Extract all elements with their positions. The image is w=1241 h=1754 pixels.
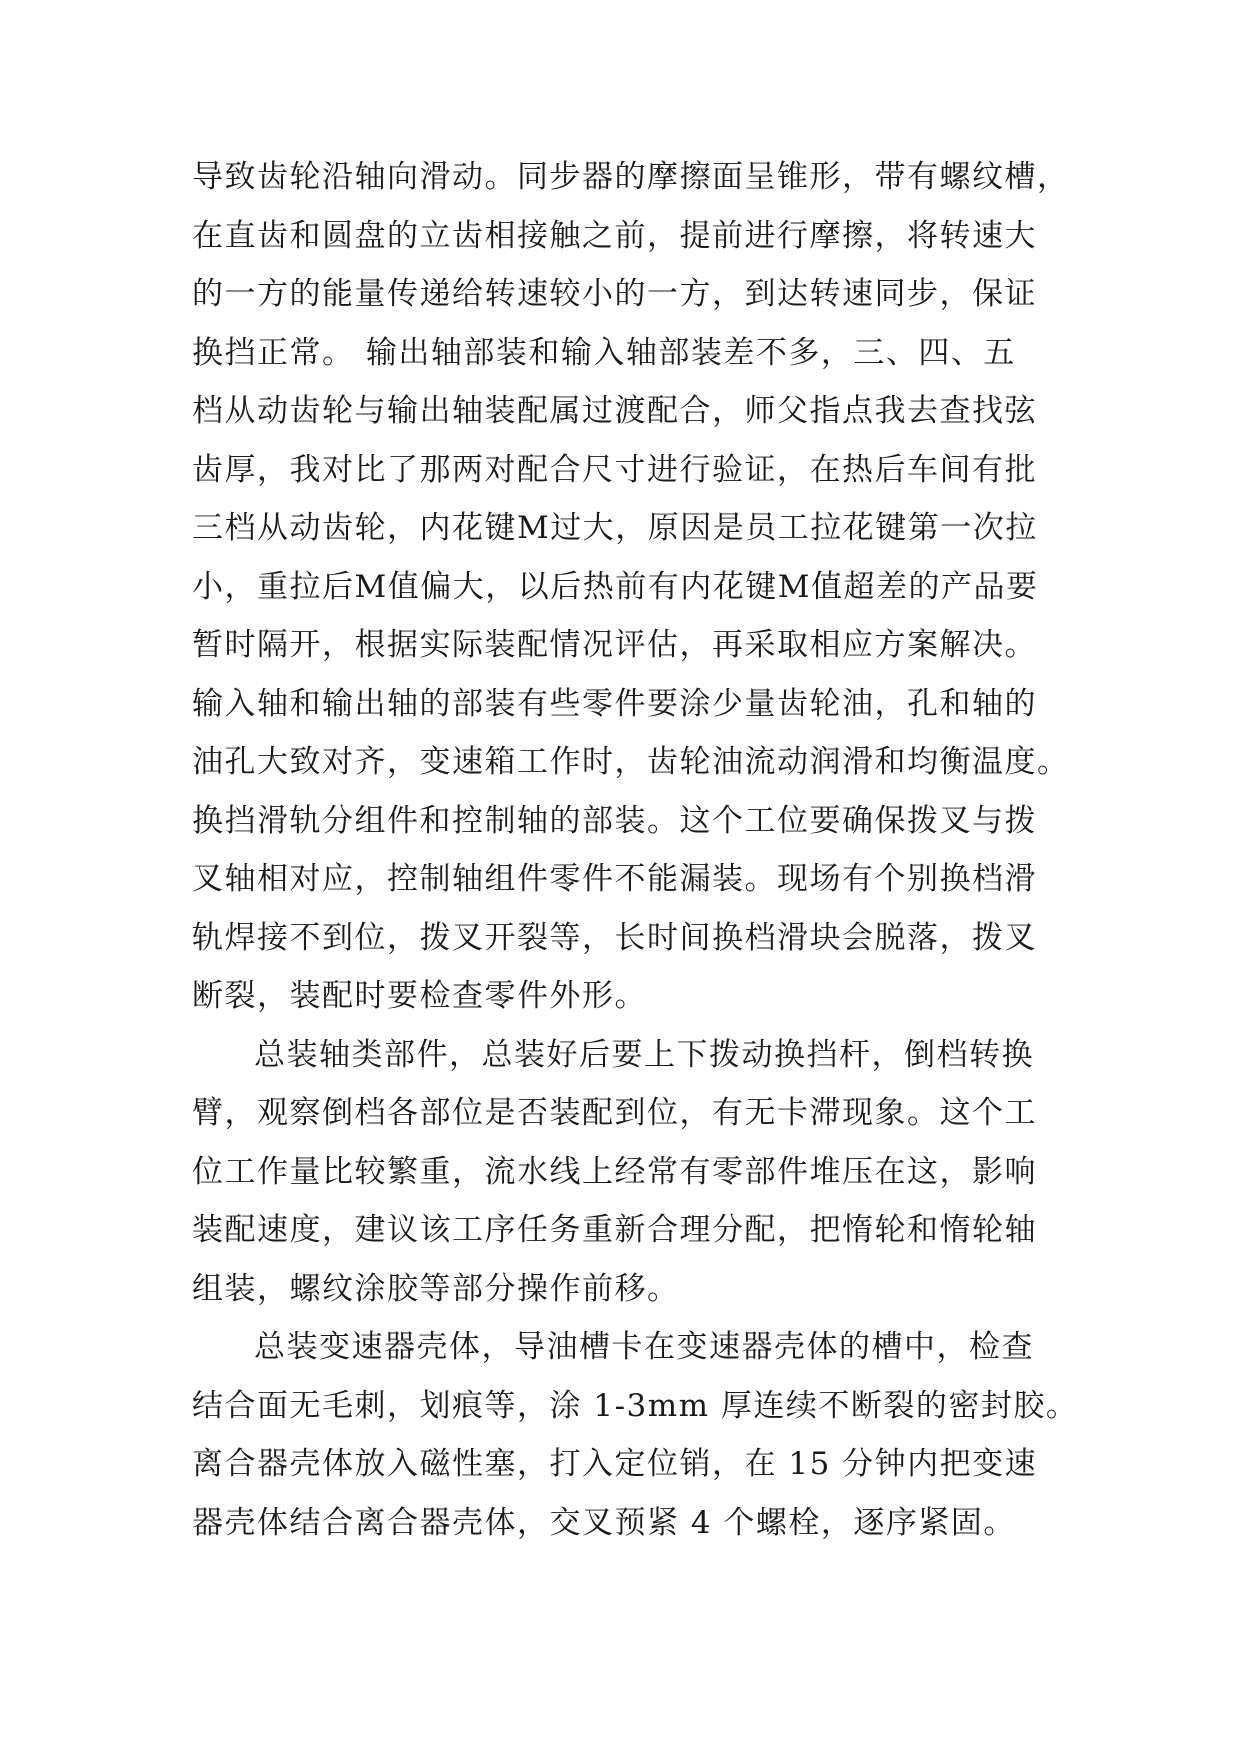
text-line: 暂时隔开，根据实际装配情况评估，再采取相应方案解决。: [192, 627, 1037, 663]
text-line: 齿厚，我对比了那两对配合尺寸进行验证，在热后车间有批: [192, 451, 1037, 488]
text-line: 断裂，装配时要检查零件外形。: [192, 978, 647, 1014]
text-line: 小，重拉后M值偏大，以后热前有内花键M值超差的产品要: [192, 568, 1039, 605]
text-line: 轨焊接不到位，拨叉开裂等，长时间换档滑块会脱落，拨叉: [192, 919, 1037, 956]
text-line: 在直齿和圆盘的立齿相接触之前，提前进行摩擦，将转速大: [192, 217, 1037, 254]
text-line-indented: 总装变速器壳体，导油槽卡在变速器壳体的槽中，检查: [254, 1329, 1034, 1365]
text-line: 器壳体结合离合器壳体，交叉预紧 4 个螺栓，逐序紧固。: [192, 1504, 1016, 1541]
text-line: 输入轴和输出轴的部装有些零件要涂少量齿轮油，孔和轴的: [192, 685, 1037, 722]
text-line: 换挡正常。 输出轴部装和输入轴部装差不多，三、四、五: [192, 334, 1016, 371]
text-line: 档从动齿轮与输出轴装配属过渡配合，师父指点我去查找弦: [192, 393, 1037, 429]
text-line: 离合器壳体放入磁性塞，打入定位销，在 15 分钟内把变速: [192, 1446, 1038, 1482]
text-line: 油孔大致对齐，变速箱工作时，齿轮油流动润滑和均衡温度。: [192, 744, 1070, 780]
text-line: 位工作量比较繁重，流水线上经常有零部件堆压在这，影响: [192, 1153, 1037, 1190]
text-line: 三档从动齿轮，内花键M过大，原因是员工拉花键第一次拉: [192, 510, 1038, 546]
text-line: 结合面无毛刺，划痕等，涂 1-3mm 厚连续不断裂的密封胶。: [192, 1387, 1079, 1424]
text-line: 组装，螺纹涂胶等部分操作前移。: [192, 1270, 680, 1307]
text-line: 的一方的能量传递给转速较小的一方，到达转速同步，保证: [192, 276, 1037, 312]
text-line-indented: 总装轴类部件，总装好后要上下拨动换挡杆，倒档转换: [254, 1036, 1034, 1073]
text-line: 臂，观察倒档各部位是否装配到位，有无卡滞现象。这个工: [192, 1095, 1037, 1131]
body-text: [192, 148, 1079, 1552]
text-line: 换挡滑轨分组件和控制轴的部装。这个工位要确保拨叉与拨: [192, 802, 1037, 839]
text-line: 装配速度，建议该工序任务重新合理分配，把惰轮和惰轮轴: [192, 1212, 1037, 1248]
text-line: 导致齿轮沿轴向滑动。同步器的摩擦面呈锥形，带有螺纹槽，: [192, 159, 1070, 195]
text-line: 叉轴相对应，控制轴组件零件不能漏装。现场有个别换档滑: [192, 861, 1037, 897]
